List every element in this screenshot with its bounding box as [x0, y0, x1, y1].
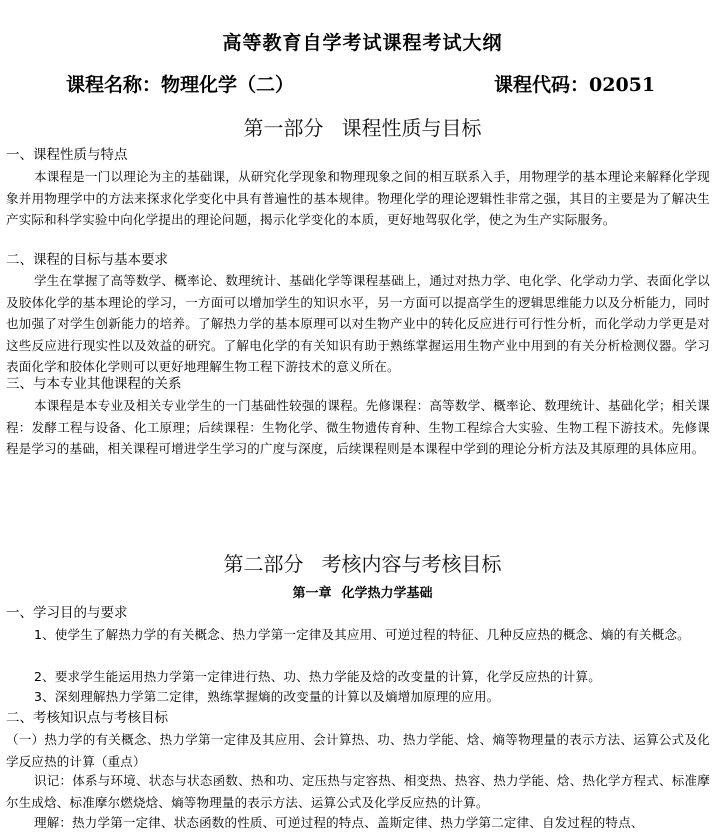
understand-list: 理解：热力学第一定律、状态函数的性质、可逆过程的特点、盖斯定律、热力学第二定律、自发过程的特点、 — [34, 815, 644, 830]
section-heading-assessment: 二、考核知识点与考核目标 — [6, 710, 168, 726]
section-body-goals: 学生在掌握了高等数学、概率论、数理统计、基础化学等课程基础上，通过对热力学、电化学、化学动力学、表面化学以及胶体化学的基本理论的学习，一方面可以增加学生的知识水平，另一方面可以提高学生的逻辑思维能力以及分析能力，同时也加强了对学生创新能力的培养。了解热力学的基本原理可以对生物产业中的转化反应进行可行性分析，而化学动力学更是对这些反应进行现实性以及效益的研究。了解电化学的有关知识有助于熟练掌握运用生物产业中用到的有关分析检测仪器。学习表面化学和胶体化学则可以更好地理解生物工程下游技术的意义所在。 — [6, 273, 710, 374]
recognize-list: 识记：体系与环境、状态与状态函数、热和功、定压热与定容热、相变热、热容、热力学能、焓、热化学方程式、标准摩尔生成焓、标准摩尔燃烧焓、熵等物理量的表示方法、运算公式及化学反应热的计算。 — [6, 773, 710, 810]
document-title: 高等教育自学考试课程考试大纲 — [222, 32, 503, 54]
section-heading-goals: 二、课程的目标与基本要求 — [6, 252, 168, 268]
section-body-relations: 本课程是本专业及相关专业学生的一门基础性较强的课程。先修课程：高等数学、概率论、数理统计、基础化学；相关课程：发酵工程与设备、化工原理；后续课程：生物化学、微生物遗传育种、生物工程综合大实验、生物工程下游技术。先修课程是学习的基础，相关课程可增进学生学习的广度与深度，后续课程则是本课程中学到的理论分析方法及其原理的具体应用。 — [6, 398, 710, 456]
course-code: 课程代码：02051 — [494, 74, 656, 96]
section-heading-nature: 一、课程性质与特点 — [6, 147, 128, 163]
course-name: 课程名称：物理化学（二） — [66, 74, 295, 96]
assessment-point-1: （一）热力学的有关概念、热力学第一定律及其应用、会计算热、功、热力学能、焓、熵等物理量的表示方法、运算公式及化学反应热的计算（重点） — [6, 732, 710, 769]
requirement-1: 1、使学生了解热力学的有关概念、热力学第一定律及其应用、可逆过程的特征、几种反应热的概念、熵的有关概念。 — [34, 627, 690, 642]
section-body-nature: 本课程是一门以理论为主的基础课，从研究化学现象和物理现象之间的相互联系入手，用物理学的基本理论来解释化学现象并用物理学中的方法来探求化学变化中具有普遍性的基本规律。物理化学的理论逻辑性非常之强，其目的主要是为了解决生产实际和科学实验中向化学提出的理论问题，揭示化学变化的本质，更好地驾驭化学，使之为生产实际服务。 — [6, 169, 710, 227]
requirement-3: 3、深刻理解热力学第二定律，熟练掌握熵的改变量的计算以及熵增加原理的应用。 — [34, 689, 500, 704]
part-two-number: 第二部分 — [223, 552, 304, 576]
chapter-number: 第一章 — [292, 586, 332, 601]
part-one-text: 课程性质与目标 — [341, 116, 482, 140]
section-heading-study-goals: 一、学习目的与要求 — [6, 605, 128, 621]
requirement-2: 2、要求学生能运用热力学第一定律进行热、功、热力学能及焓的改变量的计算，化学反应热的计算。 — [34, 669, 601, 684]
section-heading-relations: 三、与本专业其他课程的关系 — [6, 376, 182, 392]
chapter-text: 化学热力学基础 — [341, 586, 433, 601]
chapter-title — [0, 582, 725, 601]
part-one-title — [0, 112, 725, 141]
part-two-title — [0, 548, 725, 577]
part-two-text: 考核内容与考核目标 — [321, 552, 502, 576]
part-one-number: 第一部分 — [243, 116, 324, 140]
